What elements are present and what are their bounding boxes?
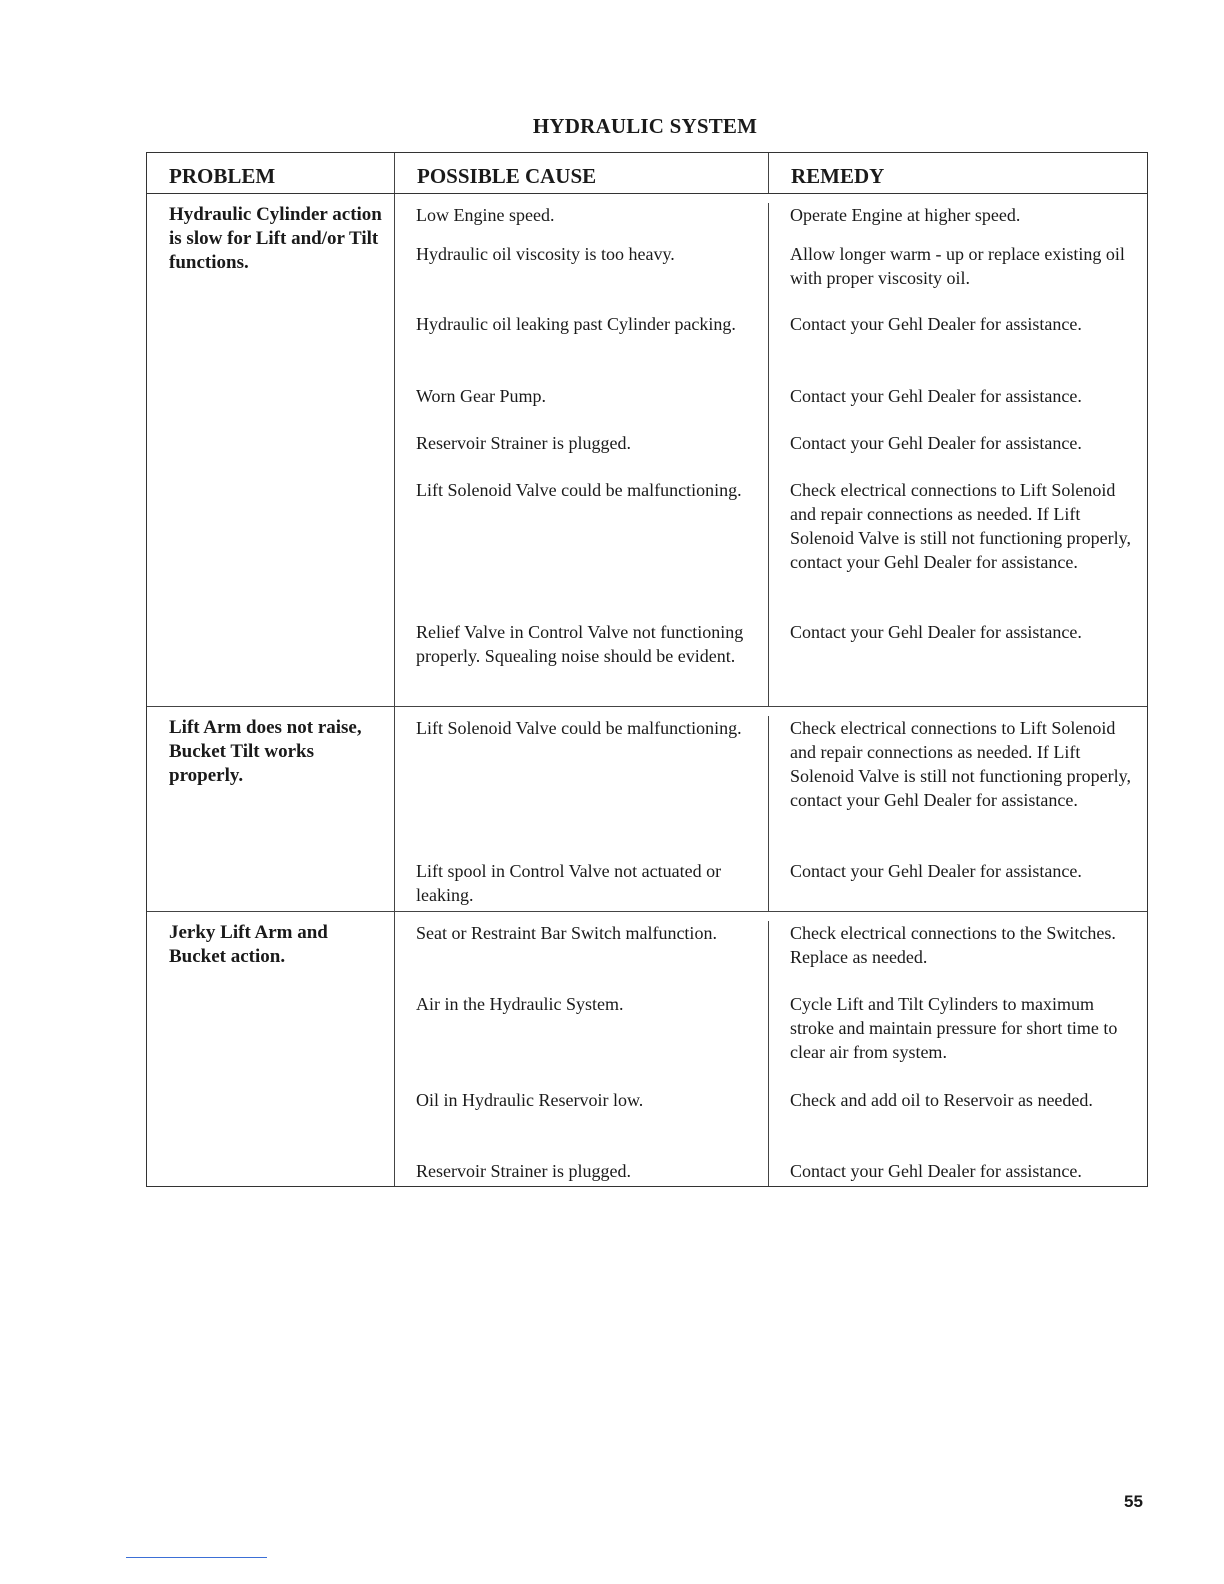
problem-text: Jerky Lift Arm and Bucket action. (147, 912, 395, 1186)
header-cause: POSSIBLE CAUSE (395, 153, 769, 193)
problem-group (147, 912, 1147, 1186)
cause-text: Reservoir Strainer is plugged. (395, 1159, 769, 1186)
table-row (395, 1088, 1147, 1159)
remedy-text: Contact your Gehl Dealer for assistance. (790, 622, 1082, 642)
cause-text: Lift Solenoid Valve could be malfunctioning. (395, 716, 769, 859)
cause-text: Hydraulic oil leaking past Cylinder packing. (395, 312, 769, 384)
remedy-text: Contact your Gehl Dealer for assistance. (790, 314, 1082, 334)
cause-text: Lift Solenoid Valve could be malfunctioning. (395, 478, 769, 620)
table-row (395, 384, 1147, 431)
table-row (395, 859, 1147, 911)
remedy-text: Check electrical connections to the Switches. Replace as needed. (790, 923, 1116, 967)
cause-text: Relief Valve in Control Valve not functioning properly. Squealing noise should be evident. (395, 620, 769, 706)
header-problem: PROBLEM (147, 153, 395, 193)
problem-group (147, 194, 1147, 707)
header-remedy: REMEDY (791, 164, 885, 188)
troubleshooting-table (146, 152, 1148, 1187)
table-row (395, 431, 1147, 478)
cause-text: Worn Gear Pump. (395, 384, 769, 431)
table-row (395, 620, 1147, 706)
table-row (395, 1159, 1147, 1186)
table-row (395, 707, 1147, 859)
remedy-text: Cycle Lift and Tilt Cylinders to maximum stroke and maintain pressure for short time to clear air from system. (790, 994, 1118, 1062)
cause-text: Hydraulic oil viscosity is too heavy. (395, 242, 769, 312)
remedy-text: Contact your Gehl Dealer for assistance. (790, 386, 1082, 406)
remedy-text: Contact your Gehl Dealer for assistance. (790, 1161, 1082, 1181)
table-row (395, 242, 1147, 312)
cause-text: Seat or Restraint Bar Switch malfunction. (395, 921, 769, 992)
remedy-text: Contact your Gehl Dealer for assistance. (790, 861, 1082, 881)
remedy-text: Operate Engine at higher speed. (790, 205, 1021, 225)
problem-text: Lift Arm does not raise, Bucket Tilt works properly. (147, 707, 395, 911)
cause-text: Air in the Hydraulic System. (395, 992, 769, 1088)
problem-text: Hydraulic Cylinder action is slow for Lift and/or Tilt functions. (147, 194, 395, 706)
table-row (395, 912, 1147, 992)
remedy-text: Contact your Gehl Dealer for assistance. (790, 433, 1082, 453)
cause-text: Lift spool in Control Valve not actuated or leaking. (395, 859, 769, 911)
table-row (395, 312, 1147, 384)
page-number: 55 (1124, 1492, 1143, 1511)
problem-group (147, 707, 1147, 912)
remedy-text: Check electrical connections to Lift Solenoid and repair connections as needed. If Lift Solenoid Valve is still not functioning properly, contact your Gehl Dealer for assistance. (790, 480, 1131, 572)
table-row (395, 478, 1147, 620)
cause-text: Low Engine speed. (395, 203, 769, 242)
cause-text: Reservoir Strainer is plugged. (395, 431, 769, 478)
remedy-text: Allow longer warm - up or replace existing oil with proper viscosity oil. (790, 244, 1125, 288)
remedy-text: Check and add oil to Reservoir as needed. (790, 1090, 1093, 1110)
page-title: HYDRAULIC SYSTEM (532, 114, 758, 138)
footer-rule (126, 1557, 267, 1558)
table-row (395, 992, 1147, 1088)
table-row (395, 194, 1147, 242)
table-header (147, 153, 1147, 194)
cause-text: Oil in Hydraulic Reservoir low. (395, 1088, 769, 1159)
remedy-text: Check electrical connections to Lift Solenoid and repair connections as needed. If Lift Solenoid Valve is still not functioning properly, contact your Gehl Dealer for assistance. (790, 718, 1131, 810)
